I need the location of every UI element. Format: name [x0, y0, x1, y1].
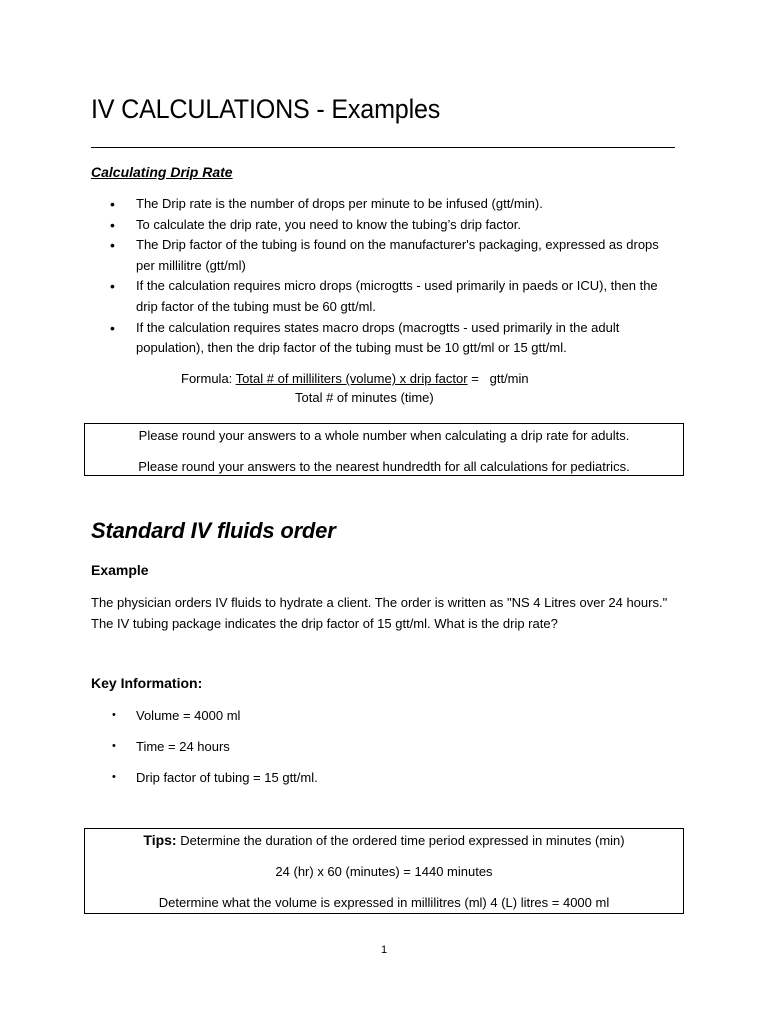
formula-denominator: Total # of minutes (time): [295, 390, 434, 405]
list-item: • If the calculation requires states macro drops (macrogtts - used primarily in the adult population), then the drip factor of the tubing must be 10 gtt/ml or 15 gtt/ml.: [110, 318, 680, 359]
list-item: • Volume = 4000 ml: [110, 706, 318, 737]
key-information-list: [110, 706, 318, 799]
formula-label: Formula:: [181, 371, 236, 386]
list-item: • To calculate the drip rate, you need to know the tubing’s drip factor.: [110, 215, 680, 236]
tips-text: Determine the duration of the ordered time period expressed in minutes (min): [176, 833, 625, 848]
rounding-note-adults: Please round your answers to a whole number when calculating a drip rate for adults.: [138, 428, 630, 443]
tips-label: Tips:: [143, 832, 177, 848]
list-item: • If the calculation requires micro drops (microgtts - used primarily in paeds or ICU), then the drip factor of the tubing must be 60 gtt/ml.: [110, 276, 680, 317]
section-heading-standard-iv: Standard IV fluids order: [91, 518, 336, 543]
tips-line-2: 24 (hr) x 60 (minutes) = 1440 minutes: [275, 864, 493, 879]
section-heading-drip-rate: Calculating Drip Rate: [91, 164, 233, 180]
rounding-note-pediatrics: Please round your answers to the nearest hundredth for all calculations for pediatrics.: [138, 459, 630, 474]
formula-line: [181, 369, 529, 388]
list-item: • Drip factor of tubing = 15 gtt/ml.: [110, 768, 318, 799]
list-item: • Time = 24 hours: [110, 737, 318, 768]
key-information-heading: Key Information:: [91, 675, 203, 691]
example-label: Example: [91, 562, 149, 578]
example-paragraph: The physician orders IV fluids to hydrate a client. The order is written as "NS 4 Litres over 24 hours." The IV tubing package indicates the drip factor of 15 gtt/ml. What is the drip rate?: [91, 595, 668, 631]
formula-numerator: Total # of milliliters (volume) x drip factor: [235, 371, 468, 386]
rounding-note-box: [84, 423, 684, 476]
page-title: IV CALCULATIONS - Examples: [91, 94, 441, 124]
drip-rate-bullet-list: [110, 194, 680, 359]
formula-result: = gtt/min: [467, 371, 529, 386]
tips-box: [84, 828, 684, 914]
page-number: 1: [380, 944, 388, 956]
list-item: • The Drip rate is the number of drops per minute to be infused (gtt/min).: [110, 194, 680, 215]
tips-line-3: Determine what the volume is expressed in millilitres (ml) 4 (L) litres = 4000 ml: [158, 895, 610, 910]
tips-line-1: [85, 833, 683, 848]
title-divider: [91, 147, 675, 148]
list-item: • The Drip factor of the tubing is found on the manufacturer's packaging, expressed as drops per millilitre (gtt/ml): [110, 235, 680, 276]
